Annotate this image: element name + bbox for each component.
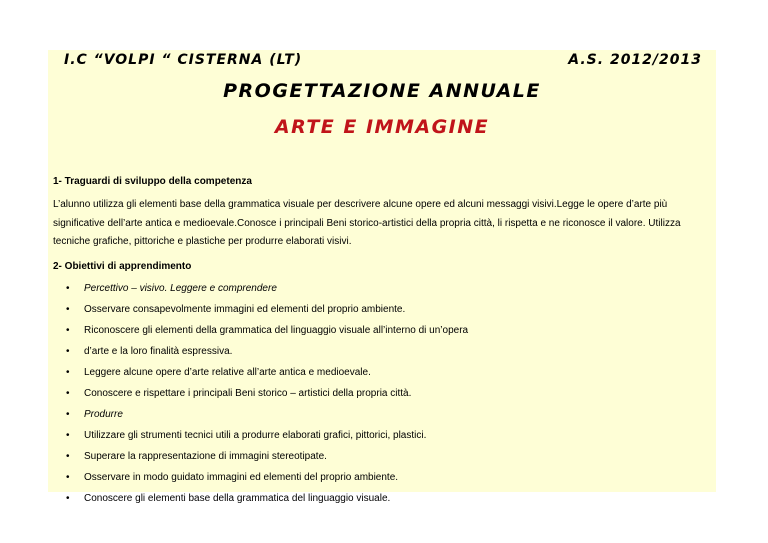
list-item xyxy=(53,448,693,466)
list-item-text: Conoscere gli elementi base della grammatica del linguaggio visuale. xyxy=(84,493,391,504)
list-item xyxy=(53,490,693,508)
list-item xyxy=(53,364,693,382)
list-item xyxy=(53,427,693,445)
list-item xyxy=(53,301,693,319)
list-item-text: Conoscere e rispettare i principali Beni storico – artistici della propria città. xyxy=(84,388,412,399)
list-item-text: Riconoscere gli elementi della grammatica del linguaggio visuale all’interno di un’opera xyxy=(84,325,469,336)
bullet-icon: • xyxy=(66,283,70,294)
page-title: PROGETTAZIONE ANNUALE xyxy=(223,80,541,102)
list-item-text: d’arte e la loro finalità espressiva. xyxy=(84,346,233,357)
list-item-text: Utilizzare gli strumenti tecnici utili a produrre elaborati grafici, pittorici, plastici. xyxy=(84,430,427,441)
subject-title: ARTE E IMMAGINE xyxy=(274,116,490,138)
list-item xyxy=(53,280,693,298)
list-item xyxy=(53,343,693,361)
bullet-icon: • xyxy=(66,325,70,336)
list-item-text: Produrre xyxy=(84,409,123,420)
list-item-text: Percettivo – visivo. Leggere e comprendere xyxy=(84,283,277,294)
bullet-icon: • xyxy=(66,346,70,357)
bullet-icon: • xyxy=(66,451,70,462)
objectives-list xyxy=(53,280,693,511)
school-header: I.C “VOLPI “ CISTERNA (LT) xyxy=(64,52,303,68)
section-paragraph-traguardi: L’alunno utilizza gli elementi base della grammatica visuale per descrivere alcune opere ed alcuni messaggi visivi.Legge le opere d’arte più significative dell’arte antica e medioevale.Conosce i principali Beni storico-artistici della propria città, li rispetta e ne riconosce il valore. Utilizza tecniche grafiche, pittoriche e plastiche per produrre elaborati visivi. xyxy=(53,199,681,247)
bullet-icon: • xyxy=(66,472,70,483)
list-item xyxy=(53,406,693,424)
list-item-text: Osservare in modo guidato immagini ed elementi del proprio ambiente. xyxy=(84,472,399,483)
school-year: A.S. 2012/2013 xyxy=(568,52,702,68)
list-item-text: Superare la rappresentazione di immagini stereotipate. xyxy=(84,451,327,462)
list-item-text: Leggere alcune opere d’arte relative all’arte antica e medioevale. xyxy=(84,367,371,378)
bullet-icon: • xyxy=(66,388,70,399)
bullet-icon: • xyxy=(66,493,70,504)
list-item-text: Osservare consapevolmente immagini ed elementi del proprio ambiente. xyxy=(84,304,406,315)
list-item xyxy=(53,469,693,487)
list-item xyxy=(53,322,693,340)
bullet-icon: • xyxy=(66,409,70,420)
bullet-icon: • xyxy=(66,367,70,378)
bullet-icon: • xyxy=(66,430,70,441)
document-page xyxy=(48,50,716,504)
bullet-icon: • xyxy=(66,304,70,315)
list-item xyxy=(53,385,693,403)
section-heading-traguardi: 1- Traguardi di sviluppo della competenza xyxy=(53,176,252,187)
section-heading-obiettivi: 2- Obiettivi di apprendimento xyxy=(53,261,192,272)
